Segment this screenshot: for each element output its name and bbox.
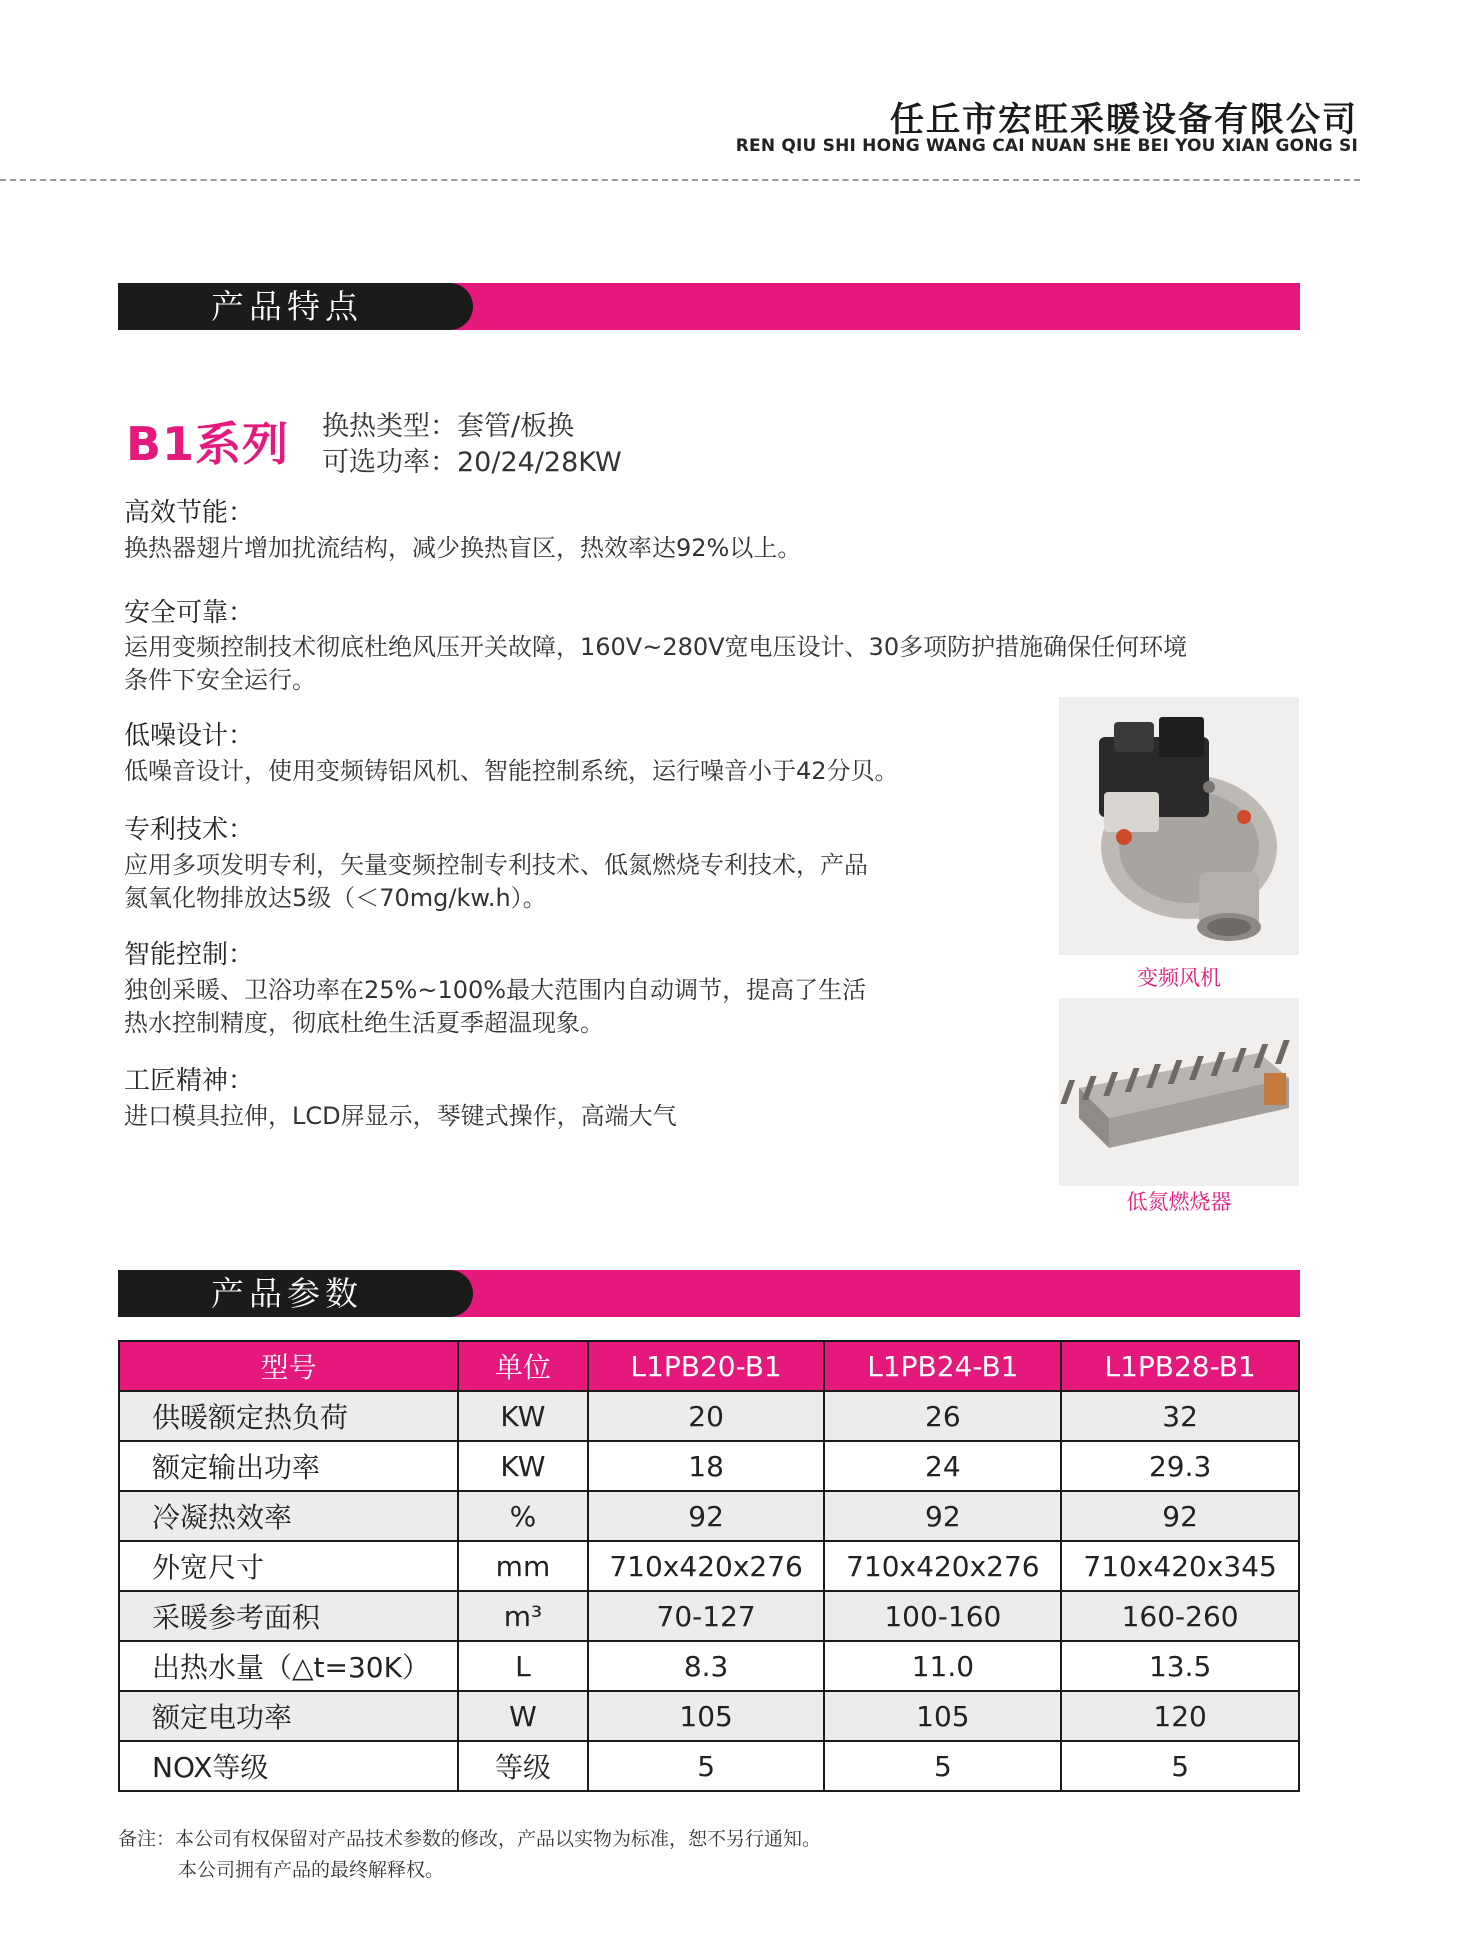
param-value: 160-260 xyxy=(1061,1591,1299,1641)
feature-title-safety: 安全可靠： xyxy=(124,598,255,628)
param-name: 供暖额定热负荷 xyxy=(119,1391,458,1441)
param-unit: KW xyxy=(458,1441,588,1491)
feature-text-smart-control xyxy=(124,974,866,1040)
series-name: B1系列 xyxy=(126,417,290,471)
param-value: 32 xyxy=(1061,1391,1299,1441)
series-power-options: 可选功率：20/24/28KW xyxy=(322,447,622,478)
param-unit: 等级 xyxy=(458,1741,588,1791)
feature-title-patent: 专利技术： xyxy=(124,815,255,845)
burner-photo xyxy=(1059,998,1299,1186)
note-line-1: 备注：本公司有权保留对产品技术参数的修改，产品以实物为标准，恕不另行通知。 xyxy=(118,1828,822,1850)
params-section-tab xyxy=(118,1270,473,1317)
series-exchange-type: 换热类型：套管/板换 xyxy=(322,411,575,442)
param-name: 外宽尺寸 xyxy=(119,1541,458,1591)
feature-title-smart-control: 智能控制： xyxy=(124,940,255,970)
table-row xyxy=(119,1641,1299,1691)
feature-line: 进口模具拉伸，LCD屏显示，琴键式操作，高端大气 xyxy=(124,1102,677,1130)
features-section-tab xyxy=(118,283,473,330)
param-value: 105 xyxy=(588,1691,825,1741)
table-row xyxy=(119,1691,1299,1741)
param-unit: % xyxy=(458,1491,588,1541)
feature-text-efficiency xyxy=(124,532,801,565)
table-row xyxy=(119,1391,1299,1441)
feature-line: 热水控制精度，彻底杜绝生活夏季超温现象。 xyxy=(124,1009,604,1037)
param-value: 5 xyxy=(1061,1741,1299,1791)
param-unit: m³ xyxy=(458,1591,588,1641)
param-value: 20 xyxy=(588,1391,825,1441)
param-value: 105 xyxy=(824,1691,1061,1741)
feature-text-craftsmanship xyxy=(124,1100,677,1133)
table-row xyxy=(119,1541,1299,1591)
param-value: 29.3 xyxy=(1061,1441,1299,1491)
feature-line: 换热器翅片增加扰流结构，减少换热盲区，热效率达92%以上。 xyxy=(124,534,802,562)
param-name: 采暖参考面积 xyxy=(119,1591,458,1641)
feature-line: 运用变频控制技术彻底杜绝风压开关故障，160V~280V宽电压设计、30多项防护措施确保任何环境 xyxy=(124,633,1188,661)
param-value: 8.3 xyxy=(588,1641,825,1691)
param-value: 70-127 xyxy=(588,1591,825,1641)
burner-caption: 低氮燃烧器 xyxy=(1126,1190,1232,1214)
params-section-title: 产品参数 xyxy=(211,1274,363,1313)
header-l1pb28: L1PB28-B1 xyxy=(1061,1341,1299,1391)
header-l1pb20: L1PB20-B1 xyxy=(588,1341,825,1391)
param-value: 710x420x345 xyxy=(1061,1541,1299,1591)
feature-text-low-noise xyxy=(124,755,899,788)
param-unit: L xyxy=(458,1641,588,1691)
table-row xyxy=(119,1741,1299,1791)
fan-caption: 变频风机 xyxy=(1137,966,1221,990)
param-value: 11.0 xyxy=(824,1641,1061,1691)
header-unit: 单位 xyxy=(458,1341,588,1391)
header-divider xyxy=(0,179,1360,181)
burner-icon xyxy=(1059,998,1299,1186)
param-value: 5 xyxy=(824,1741,1061,1791)
param-name: NOX等级 xyxy=(119,1741,458,1791)
param-value: 92 xyxy=(1061,1491,1299,1541)
param-value: 100-160 xyxy=(824,1591,1061,1641)
feature-line: 条件下安全运行。 xyxy=(124,666,316,694)
params-table xyxy=(118,1340,1300,1792)
param-unit: KW xyxy=(458,1391,588,1441)
feature-line: 氮氧化物排放达5级（＜70mg/kw.h）。 xyxy=(124,884,547,912)
table-row xyxy=(119,1441,1299,1491)
param-value: 710x420x276 xyxy=(588,1541,825,1591)
company-name-cn: 任丘市宏旺采暖设备有限公司 xyxy=(890,100,1358,140)
param-value: 710x420x276 xyxy=(824,1541,1061,1591)
table-header-row xyxy=(119,1341,1299,1391)
header-model: 型号 xyxy=(119,1341,458,1391)
header-l1pb24: L1PB24-B1 xyxy=(824,1341,1061,1391)
param-value: 26 xyxy=(824,1391,1061,1441)
param-value: 13.5 xyxy=(1061,1641,1299,1691)
param-value: 120 xyxy=(1061,1691,1299,1741)
feature-title-efficiency: 高效节能： xyxy=(124,498,255,528)
table-row xyxy=(119,1591,1299,1641)
feature-text-patent xyxy=(124,849,868,915)
feature-line: 低噪音设计，使用变频铸铝风机、智能控制系统，运行噪音小于42分贝。 xyxy=(124,757,899,785)
param-value: 5 xyxy=(588,1741,825,1791)
param-value: 92 xyxy=(588,1491,825,1541)
fan-photo xyxy=(1059,697,1299,955)
param-value: 18 xyxy=(588,1441,825,1491)
param-value: 24 xyxy=(824,1441,1061,1491)
param-name: 出热水量（△t=30K） xyxy=(119,1641,458,1691)
table-row xyxy=(119,1491,1299,1541)
company-name-en: REN QIU SHI HONG WANG CAI NUAN SHE BEI YOU XIAN GONG SI xyxy=(735,136,1358,156)
features-section-bar xyxy=(118,283,1300,330)
param-name: 冷凝热效率 xyxy=(119,1491,458,1541)
param-name: 额定输出功率 xyxy=(119,1441,458,1491)
feature-title-craftsmanship: 工匠精神： xyxy=(124,1066,255,1096)
params-section-bar xyxy=(118,1270,1300,1317)
feature-title-low-noise: 低噪设计： xyxy=(124,721,255,751)
param-unit: W xyxy=(458,1691,588,1741)
feature-line: 应用多项发明专利，矢量变频控制专利技术、低氮燃烧专利技术，产品 xyxy=(124,851,868,879)
features-section-title: 产品特点 xyxy=(211,287,363,326)
param-name: 额定电功率 xyxy=(119,1691,458,1741)
note-line-2: 本公司拥有产品的最终解释权。 xyxy=(178,1859,445,1881)
fan-blower-icon xyxy=(1059,697,1299,955)
feature-text-safety xyxy=(124,631,1187,697)
param-unit: mm xyxy=(458,1541,588,1591)
feature-line: 独创采暖、卫浴功率在25%~100%最大范围内自动调节，提高了生活 xyxy=(124,976,867,1004)
param-value: 92 xyxy=(824,1491,1061,1541)
